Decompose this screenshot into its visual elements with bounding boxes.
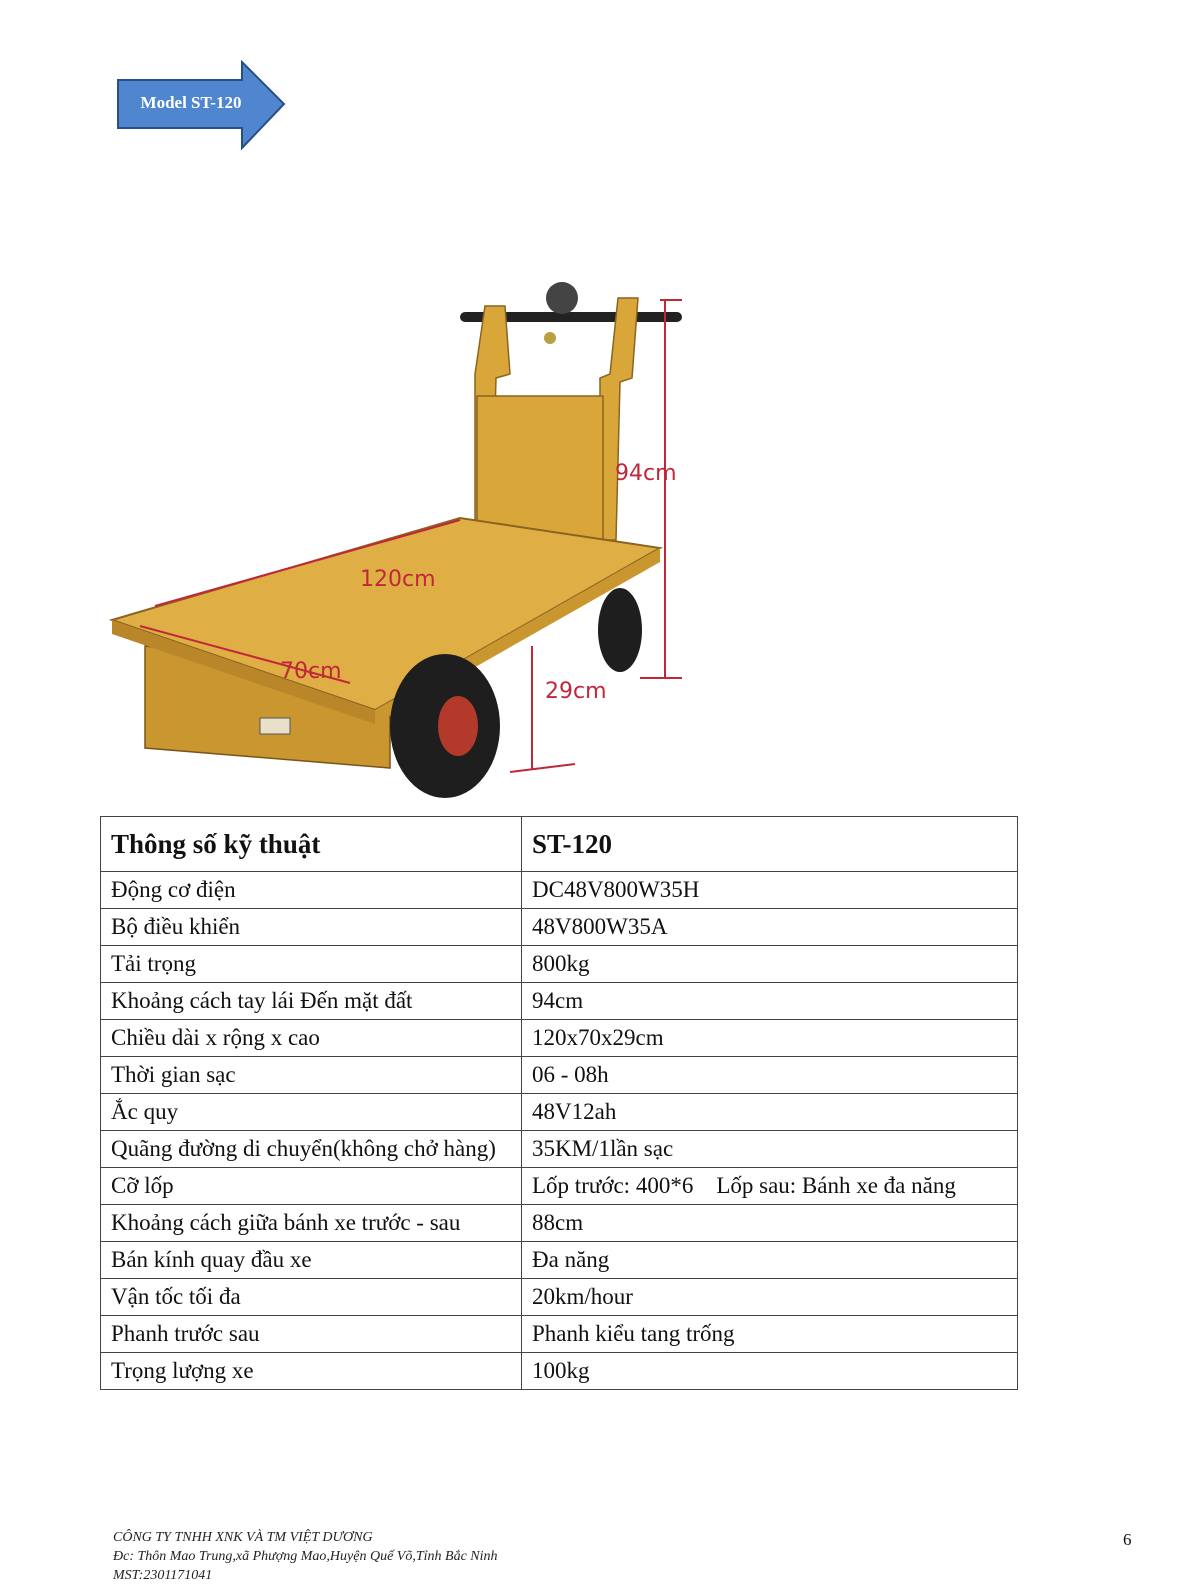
- spec-header-label: Thông số kỹ thuật: [101, 817, 522, 872]
- table-row: [101, 946, 1018, 983]
- spec-value: 48V12ah: [522, 1094, 1018, 1131]
- spec-label: Bán kính quay đầu xe: [101, 1242, 522, 1279]
- table-row: [101, 872, 1018, 909]
- page-number: 6: [1123, 1530, 1132, 1549]
- footer-tax-id: MST:2301171041: [113, 1568, 213, 1583]
- page-footer: [113, 1528, 498, 1585]
- footer-address: Đc: Thôn Mao Trung,xã Phượng Mao,Huyện Quế Võ,Tỉnh Bắc Ninh: [113, 1549, 498, 1564]
- spec-value: 48V800W35A: [522, 909, 1018, 946]
- table-row: [101, 1353, 1018, 1390]
- spec-label: Tải trọng: [101, 946, 522, 983]
- spec-value: DC48V800W35H: [522, 872, 1018, 909]
- rear-wheel: [598, 588, 642, 672]
- spec-header-value: ST-120: [522, 817, 1018, 872]
- spec-label: Cỡ lốp: [101, 1168, 522, 1205]
- table-row: [101, 1094, 1018, 1131]
- table-row: [101, 983, 1018, 1020]
- spec-table: [100, 816, 1018, 1390]
- table-row: [101, 1020, 1018, 1057]
- spec-label: Quãng đường di chuyển(không chở hàng): [101, 1131, 522, 1168]
- spec-value: 20km/hour: [522, 1279, 1018, 1316]
- table-row: [101, 1057, 1018, 1094]
- spec-label: Thời gian sạc: [101, 1057, 522, 1094]
- table-row: [101, 909, 1018, 946]
- spec-label: Động cơ điện: [101, 872, 522, 909]
- table-row: [101, 1242, 1018, 1279]
- spec-value: Đa năng: [522, 1242, 1018, 1279]
- spec-label: Khoảng cách tay lái Đến mặt đất: [101, 983, 522, 1020]
- spec-value: 06 - 08h: [522, 1057, 1018, 1094]
- dimension-length-label: 120cm: [360, 567, 436, 592]
- spec-label: Khoảng cách giữa bánh xe trước - sau: [101, 1205, 522, 1242]
- spec-table-header: [101, 817, 1018, 872]
- spec-label: Phanh trước sau: [101, 1316, 522, 1353]
- key-switch: [544, 332, 556, 344]
- table-row: [101, 1316, 1018, 1353]
- spec-value: 94cm: [522, 983, 1018, 1020]
- model-label: Model ST-120: [140, 93, 242, 112]
- spec-label: Bộ điều khiển: [101, 909, 522, 946]
- model-badge: [116, 60, 288, 152]
- spec-value: Lốp trước: 400*6 Lốp sau: Bánh xe đa năng: [522, 1168, 1018, 1205]
- spec-label: Chiều dài x rộng x cao: [101, 1020, 522, 1057]
- spec-value: 800kg: [522, 946, 1018, 983]
- table-row: [101, 1279, 1018, 1316]
- spec-value: 35KM/1lần sạc: [522, 1131, 1018, 1168]
- spec-label: Ắc quy: [101, 1094, 522, 1131]
- dimension-height-label: 94cm: [615, 461, 677, 486]
- spec-value: 120x70x29cm: [522, 1020, 1018, 1057]
- product-image: [100, 278, 700, 808]
- spec-label: Vận tốc tối đa: [101, 1279, 522, 1316]
- table-row: [101, 1168, 1018, 1205]
- spec-value: 88cm: [522, 1205, 1018, 1242]
- table-row: [101, 1205, 1018, 1242]
- spec-value: Phanh kiểu tang trống: [522, 1316, 1018, 1353]
- spec-value: 100kg: [522, 1353, 1018, 1390]
- table-row: [101, 1131, 1018, 1168]
- dimension-deck-height-label: 29cm: [545, 679, 607, 704]
- backboard: [477, 396, 603, 544]
- dimension-width-label: 70cm: [280, 659, 342, 684]
- footer-company: CÔNG TY TNHH XNK VÀ TM VIỆT DƯƠNG: [113, 1530, 373, 1545]
- display-meter: [546, 282, 578, 314]
- spec-label: Trọng lượng xe: [101, 1353, 522, 1390]
